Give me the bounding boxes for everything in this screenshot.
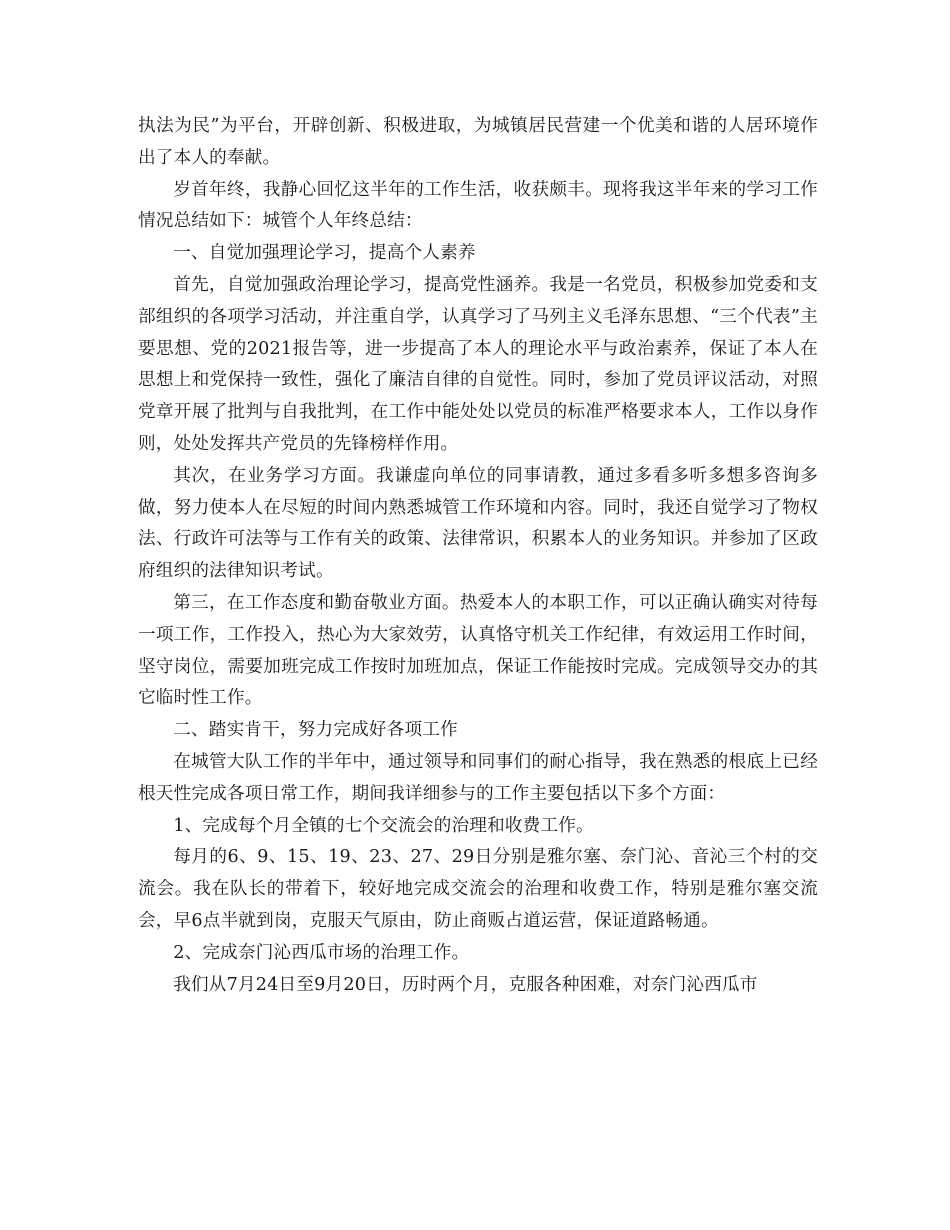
paragraph: 我们从7月24日至9月20日，历时两个月，克服各种困难，对奈门沁西瓜市: [173, 974, 758, 995]
paragraph: 在城管大队工作的半年中，通过领导和同事们的耐心指导，我在熟悉的根底上已经根天性完成各项日常工作，期间我详细参与的工作主要包括以下多个方面：: [138, 751, 818, 804]
section-heading: 二、踏实肯干，努力完成好各项工作: [173, 720, 458, 741]
document-body: [138, 111, 818, 1001]
paragraph: 首先，自觉加强政治理论学习，提高党性涵养。我是一名党员，积极参加党委和支部组织的各项学习活动，并注重自学，认真学习了马列主义毛泽东思想、“三个代表”主要思想、党的2021报告等，进一步提高了本人的理论水平与政治素养，保证了本人在思想上和党保持一致性，强化了廉洁自律的自觉性。同时，参加了党员评议活动，对照党章开展了批判与自我批判，在工作中能处处以党员的标准严格要求本人，工作以身作则，处处发挥共产党员的先锋榜样作用。: [138, 274, 818, 454]
section-heading: 一、自觉加强理论学习，提高个人素养: [173, 243, 476, 264]
paragraph: 岁首年终，我静心回忆这半年的工作生活，收获颇丰。现将我这半年来的学习工作情况总结如下：城管个人年终总结：: [138, 179, 818, 232]
paragraph: 执法为民”为平台，开辟创新、积极进取，为城镇居民营建一个优美和谐的人居环境作出了本人的奉献。: [138, 116, 818, 168]
subsection-heading: 2、完成奈门沁西瓜市场的治理工作。: [173, 942, 470, 963]
paragraph: 其次，在业务学习方面。我谦虚向单位的同事请教，通过多看多听多想多咨询多做，努力使本人在尽短的时间内熟悉城管工作环境和内容。同时，我还自觉学习了物权法、行政许可法等与工作有关的政策、法律常识，积累本人的业务知识。并参加了区政府组织的法律知识考试。: [138, 465, 818, 582]
subsection-heading: 1、完成每个月全镇的七个交流会的治理和收费工作。: [173, 815, 594, 836]
paragraph: 每月的6、9、15、19、23、27、29日分别是雅尔塞、奈门沁、音沁三个村的交流会。我在队长的带着下，较好地完成交流会的治理和收费工作，特别是雅尔塞交流会，早6点半就到岗，克服天气原由，防止商贩占道运营，保证道路畅通。: [138, 847, 818, 931]
paragraph: 第三，在工作态度和勤奋敬业方面。热爱本人的本职工作，可以正确认确实对待每一项工作，工作投入，热心为大家效劳，认真恪守机关工作纪律，有效运用工作时间，坚守岗位，需要加班完成工作按时加班加点，保证工作能按时完成。完成领导交办的其它临时性工作。: [138, 592, 818, 709]
